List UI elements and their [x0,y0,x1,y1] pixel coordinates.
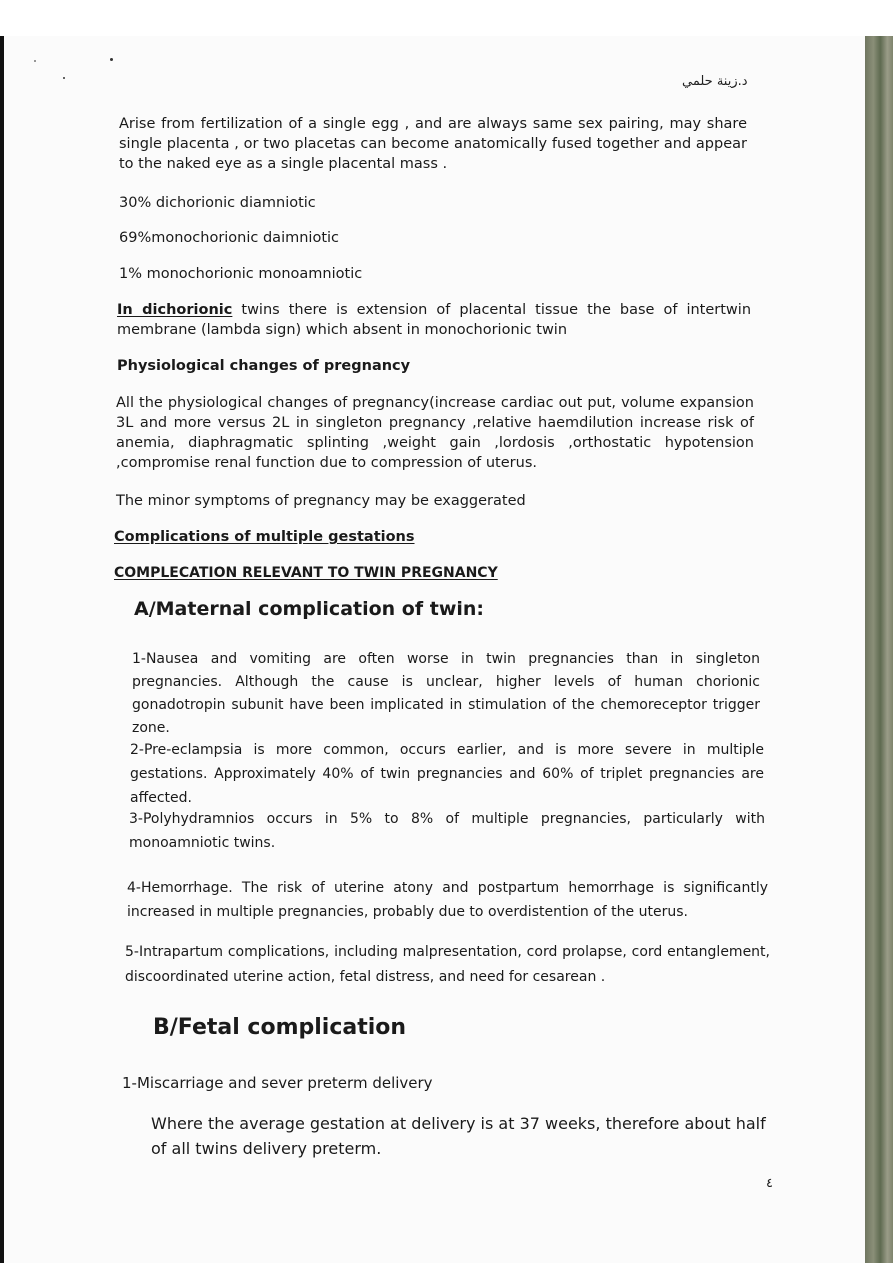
lambda-sign-text: twins there is extension of placental tissue the base of intertwin membrane (lambda sign) which absent in monochorionic twin [117,302,752,338]
scan-speck [63,77,65,79]
intro-paragraph: Arise from fertilization of a single egg , and are always same sex pairing, may share single placenta , or two placetas can become anatomically fused together and appear to the naked eye as a single placental mass . [119,116,747,172]
scan-speck [34,60,36,62]
dichorionic-term: In dichorionic [117,302,233,318]
maternal-item-polyhydramnios: 3-Polyhydramnios occurs in 5% to 8% of multiple pregnancies, particularly with monoamniotic twins. [129,811,765,851]
author-name: د.زينة حلمي [682,74,748,89]
physiology-heading: Physiological changes of pregnancy [117,358,411,374]
fetal-item-text: Where the average gestation at delivery is at 37 weeks, therefore about half of all twins delivery preterm. [151,1114,766,1158]
minor-symptoms: The minor symptoms of pregnancy may be exaggerated [116,493,526,509]
stat-monochorionic-monoamniotic: 1% monochorionic monoamniotic [119,266,363,282]
lambda-sign-paragraph [117,300,751,340]
scan-left-edge [0,36,4,1263]
physiology-paragraph: All the physiological changes of pregnancy(increase cardiac out put, volume expansion 3L and more versus 2L in singleton pregnancy ,relative haemdilution increase risk of anemia, diaphragmatic splinting ,weight gain ,lordosis ,orthostatic hypotension ,compromise renal function due to compression of uterus. [116,395,754,471]
stat-monochorionic-diamniotic: 69%monochorionic daimniotic [119,230,339,246]
maternal-item-preeclampsia: 2-Pre-eclampsia is more common, occurs earlier, and is more severe in multiple gestations. Approximately 40% of twin pregnancies and 60% of triplet pregnancies are affected. [130,742,764,806]
scan-top-margin [0,0,893,36]
maternal-item-intrapartum: 5-Intrapartum complications, including malpresentation, cord prolapse, cord entanglement, discoordinated uterine action, fetal distress, and need for cesarean . [125,944,770,985]
maternal-complication-heading: A/Maternal complication of twin: [134,598,485,620]
scan-background-strip [865,36,893,1263]
complications-heading: Complications of multiple gestations [114,529,415,545]
maternal-item-hemorrhage: 4-Hemorrhage. The risk of uterine atony and postpartum hemorrhage is significantly increased in multiple pregnancies, probably due to overdistention of the uterus. [127,880,768,920]
page-number: ٤ [766,1176,773,1191]
twin-complications-subheading: COMPLECATION RELEVANT TO TWIN PREGNANCY [114,565,498,581]
maternal-item-nausea: 1-Nausea and vomiting are often worse in twin pregnancies than in singleton pregnancies. Although the cause is unclear, higher levels of human chorionic gonadotropin subunit have been implicated in stimulation of the chemoreceptor trigger zone. [132,651,760,736]
stat-dichorionic-diamniotic: 30% dichorionic diamniotic [119,195,316,211]
scan-speck [110,58,113,61]
fetal-complication-heading: B/Fetal complication [153,1015,407,1040]
fetal-item-title: 1-Miscarriage and sever preterm delivery [122,1074,433,1092]
